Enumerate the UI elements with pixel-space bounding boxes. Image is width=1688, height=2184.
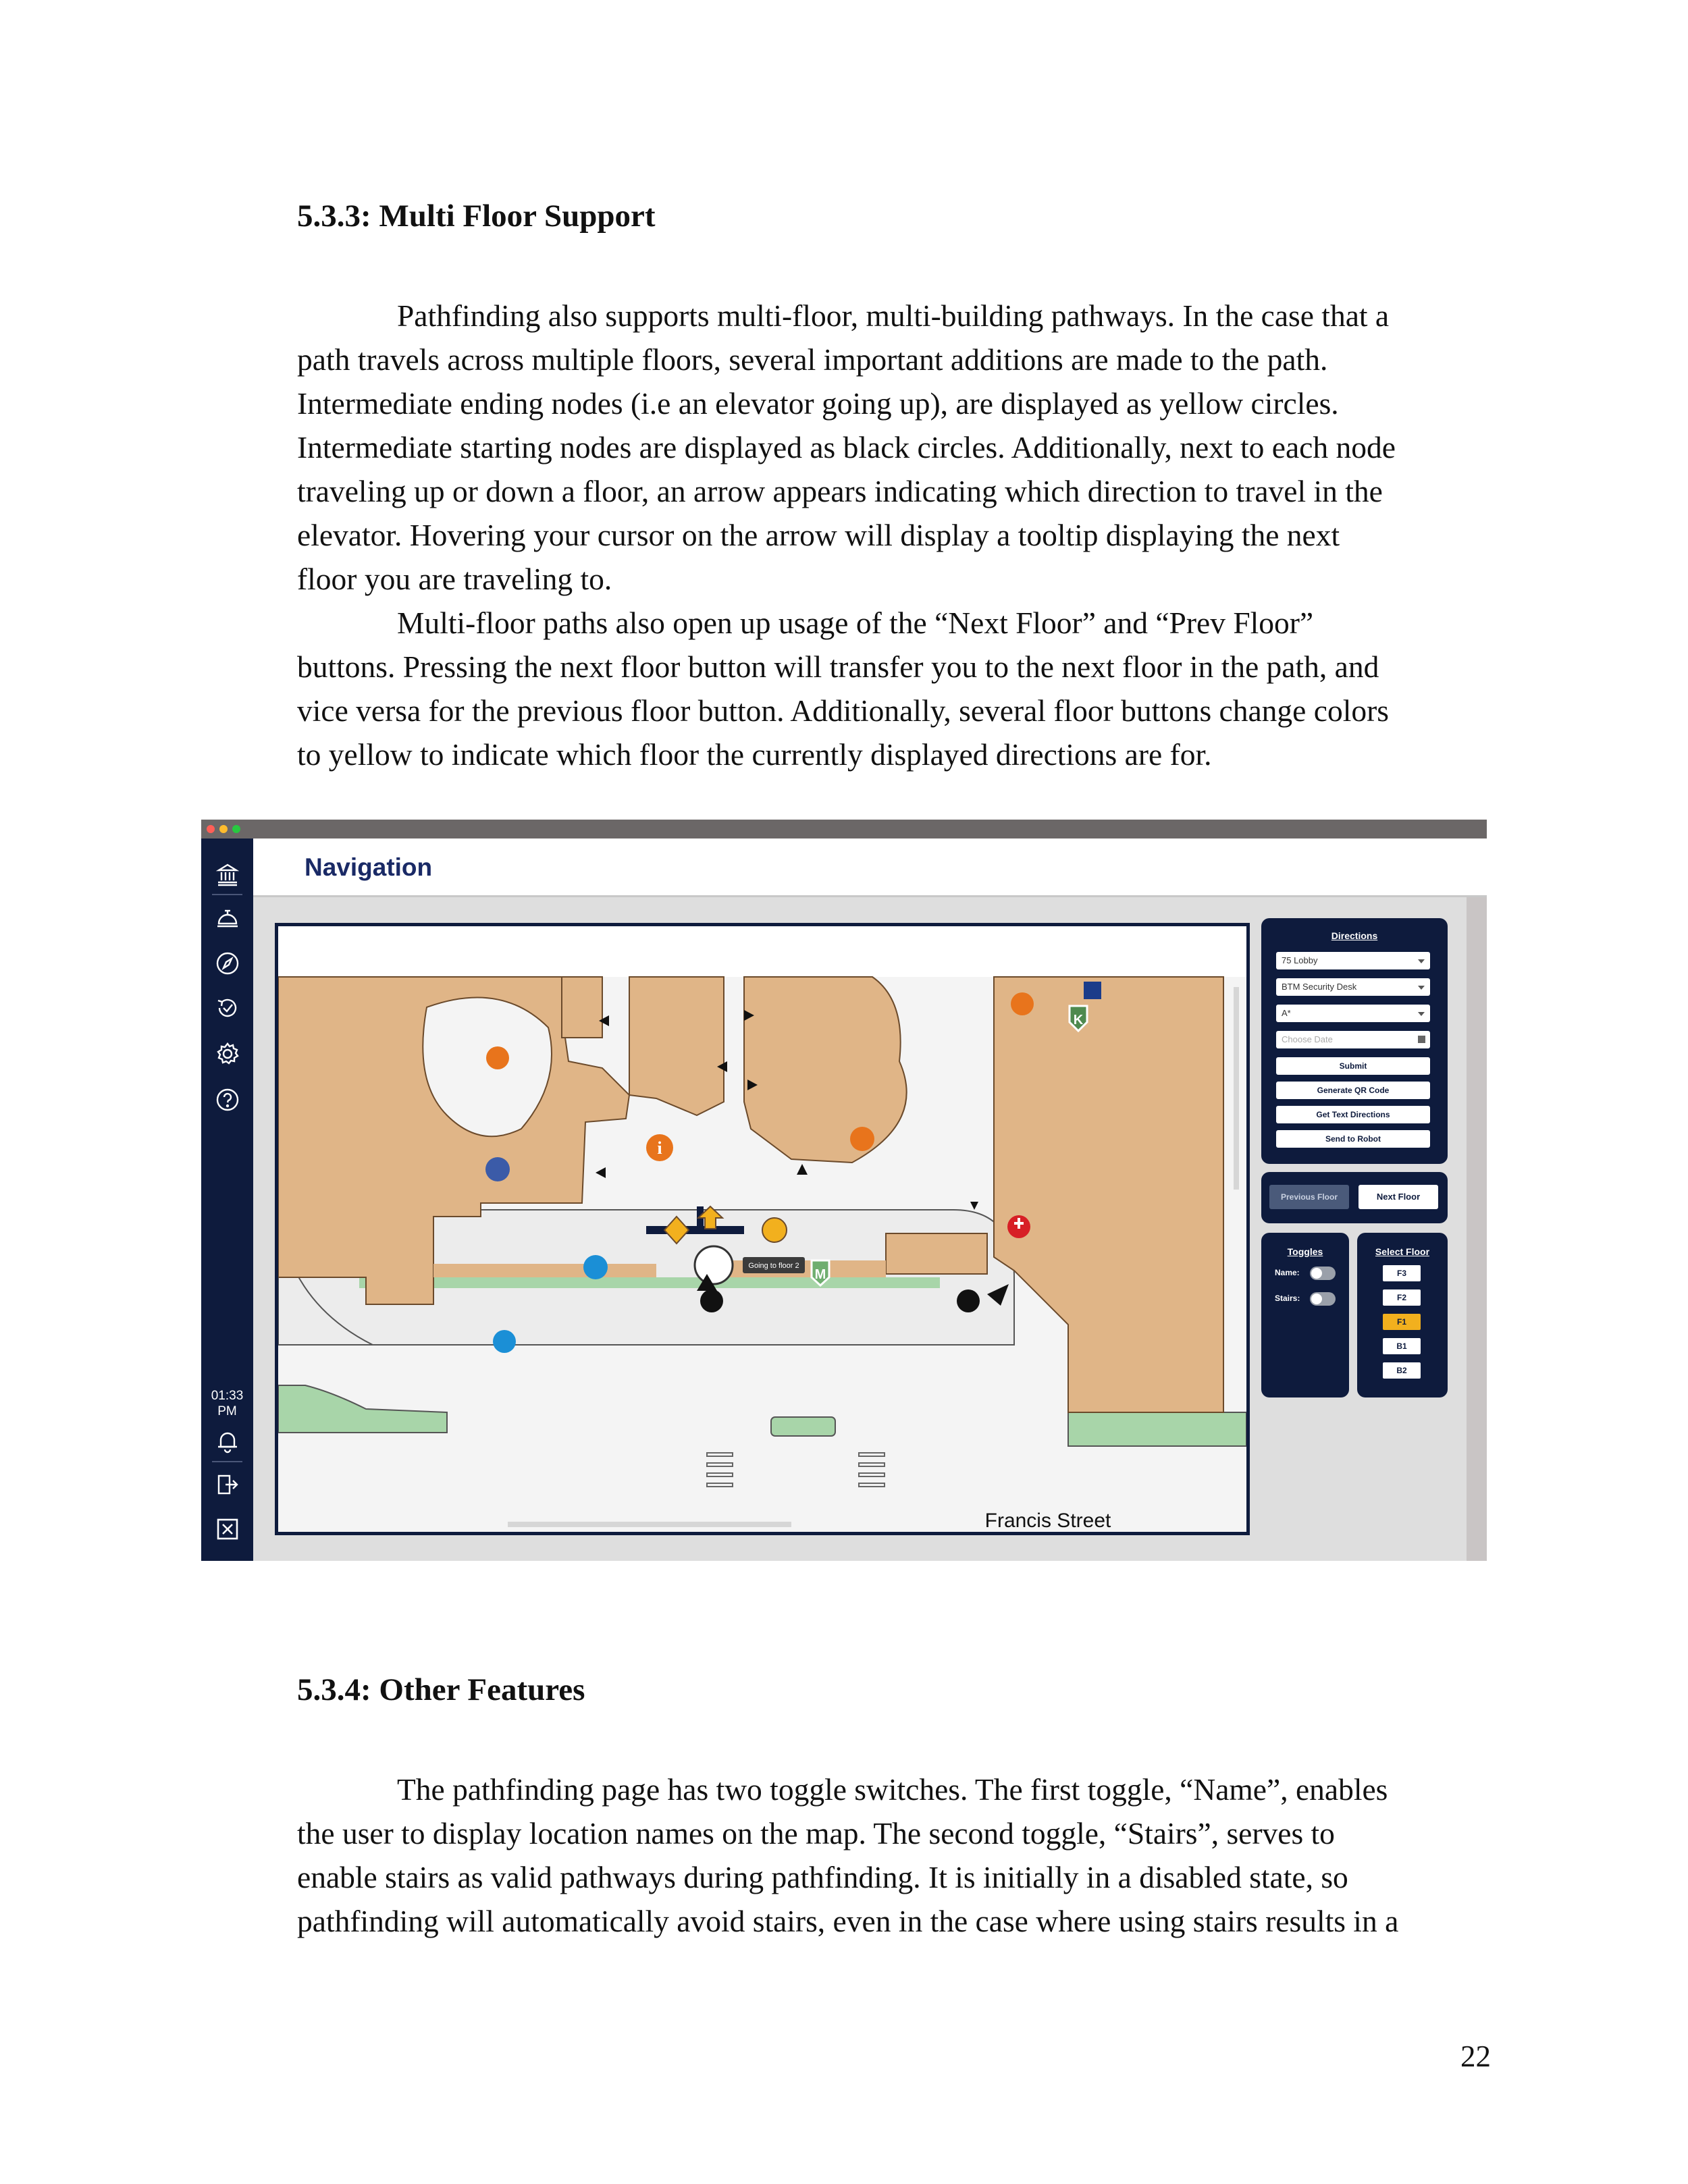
text-line: traveling up or down a floor, an arrow appears indicating which direction to travel in the <box>297 474 1383 508</box>
clock-time: 01:33 <box>211 1389 244 1403</box>
clock-display <box>201 1388 253 1419</box>
floor-button-b1[interactable]: B1 <box>1383 1338 1421 1354</box>
map-view[interactable] <box>275 923 1250 1535</box>
right-edge <box>1467 897 1487 1561</box>
submit-button[interactable]: Submit <box>1276 1057 1430 1075</box>
history-icon[interactable] <box>215 995 240 1021</box>
floor-change-tooltip: Going to floor 2 <box>748 1262 799 1270</box>
paragraph-other-features <box>297 1767 1492 1943</box>
sidebar <box>201 838 253 1561</box>
calendar-icon <box>1418 1036 1425 1043</box>
select-floor-title: Select Floor <box>1375 1246 1430 1257</box>
end-location-value: BTM Security Desk <box>1282 982 1357 992</box>
send-to-robot-button[interactable]: Send to Robot <box>1276 1130 1430 1148</box>
toggle-knob <box>1311 1268 1322 1279</box>
exit-icon[interactable] <box>215 1516 240 1542</box>
concierge-bell-icon[interactable] <box>215 905 240 930</box>
cafe-marker-icon <box>485 1157 510 1181</box>
svg-text:M: M <box>814 1267 826 1282</box>
key-marker-icon <box>493 1330 516 1353</box>
name-toggle[interactable] <box>1310 1267 1336 1280</box>
street-label: Francis Street <box>984 1510 1111 1532</box>
get-text-directions-button[interactable]: Get Text Directions <box>1276 1106 1430 1123</box>
sign-out-icon[interactable] <box>215 1472 240 1497</box>
floor-navigation-panel <box>1261 1172 1448 1223</box>
text-line: to yellow to indicate which floor the currently displayed directions are for. <box>297 737 1212 772</box>
text-line: Multi-floor paths also open up usage of the “Next Floor” and “Prev Floor” <box>397 606 1314 640</box>
escalator-marker-icon <box>850 1127 874 1151</box>
key-marker-icon <box>583 1255 608 1279</box>
sidebar-divider <box>212 894 242 895</box>
service-marker-icon <box>486 1046 509 1069</box>
page-number: 22 <box>1460 2040 1491 2073</box>
text-line: Intermediate starting nodes are displayed as black circles. Additionally, next to each node <box>297 430 1396 464</box>
toggles-title: Toggles <box>1287 1246 1323 1257</box>
date-picker-input[interactable] <box>1276 1031 1430 1048</box>
text-line: pathfinding will automatically avoid stairs, even in the case where using stairs results in a <box>297 1904 1399 1938</box>
floor-map[interactable] <box>278 926 1246 1532</box>
close-window-dot[interactable] <box>207 825 215 833</box>
clock-ampm: PM <box>217 1404 237 1418</box>
chevron-down-icon <box>1418 986 1425 990</box>
text-line: Pathfinding also supports multi-floor, multi-building pathways. In the case that a <box>397 298 1390 333</box>
previous-floor-button[interactable]: Previous Floor <box>1269 1185 1349 1209</box>
stairs-toggle[interactable] <box>1310 1292 1336 1306</box>
section-heading-multi-floor: 5.3.3: Multi Floor Support <box>297 198 656 234</box>
chevron-down-icon <box>1418 959 1425 963</box>
name-toggle-label: Name: <box>1275 1268 1300 1277</box>
text-line: vice versa for the previous floor button. Additionally, several floor buttons change colors <box>297 693 1389 728</box>
window-titlebar <box>201 820 1487 838</box>
hospital-logo-icon[interactable] <box>215 861 240 887</box>
accessible-marker-icon <box>957 1289 980 1312</box>
start-location-select[interactable] <box>1276 952 1430 969</box>
settings-gear-icon[interactable] <box>215 1041 240 1067</box>
text-line: enable stairs as valid pathways during pathfinding. It is initially in a disabled state, so <box>297 1860 1348 1894</box>
page-title: Navigation <box>305 853 433 881</box>
text-line: floor you are traveling to. <box>297 562 612 596</box>
text-line: elevator. Hovering your cursor on the arrow will display a tooltip displaying the next <box>297 518 1340 552</box>
sidebar-divider <box>212 1461 242 1462</box>
svg-text:K: K <box>1073 1013 1084 1028</box>
elevator-marker-icon <box>1084 982 1101 999</box>
directions-title: Directions <box>1331 930 1378 941</box>
algorithm-value: A* <box>1282 1008 1291 1018</box>
navigation-screenshot <box>201 820 1487 1561</box>
toggle-knob <box>1311 1294 1322 1304</box>
directions-panel <box>1261 918 1448 1164</box>
text-line: the user to display location names on the map. The second toggle, “Stairs”, serves to <box>297 1816 1335 1850</box>
floor-button-f3[interactable]: F3 <box>1383 1265 1421 1281</box>
start-location-value: 75 Lobby <box>1282 955 1318 965</box>
help-question-icon[interactable] <box>215 1087 240 1113</box>
toggles-panel <box>1261 1233 1349 1397</box>
map-horizontal-scrollbar[interactable] <box>508 1522 791 1527</box>
select-floor-panel <box>1357 1233 1448 1397</box>
accessible-marker-icon <box>700 1289 723 1312</box>
floor-button-f1[interactable]: F1 <box>1383 1314 1421 1330</box>
floor-button-b2[interactable]: B2 <box>1383 1362 1421 1379</box>
floor-button-f2[interactable]: F2 <box>1383 1289 1421 1306</box>
stairs-toggle-label: Stairs: <box>1275 1294 1300 1303</box>
page-header <box>253 838 1487 897</box>
text-line: The pathfinding page has two toggle switches. The first toggle, “Name”, enables <box>397 1772 1388 1807</box>
notification-bell-icon[interactable] <box>215 1429 240 1454</box>
chevron-down-icon <box>1418 1012 1425 1016</box>
generate-qr-code-button[interactable]: Generate QR Code <box>1276 1082 1430 1099</box>
section-heading-other-features: 5.3.4: Other Features <box>297 1672 585 1707</box>
compass-icon[interactable] <box>215 951 240 976</box>
paragraph-multi-floor <box>297 294 1492 776</box>
text-line: path travels across multiple floors, several important additions are made to the path. <box>297 342 1328 377</box>
svg-text:i: i <box>657 1138 662 1158</box>
fire-marker-icon <box>1011 992 1034 1015</box>
text-line: buttons. Pressing the next floor button will transfer you to the next floor in the path, and <box>297 649 1379 684</box>
end-location-select[interactable] <box>1276 978 1430 996</box>
date-placeholder: Choose Date <box>1282 1034 1333 1044</box>
map-vertical-scrollbar[interactable] <box>1234 987 1239 1190</box>
next-floor-button[interactable]: Next Floor <box>1359 1185 1438 1209</box>
text-line: Intermediate ending nodes (i.e an elevator going up), are displayed as yellow circles. <box>297 386 1339 421</box>
minimize-window-dot[interactable] <box>219 825 228 833</box>
maximize-window-dot[interactable] <box>232 825 240 833</box>
algorithm-select[interactable] <box>1276 1005 1430 1022</box>
